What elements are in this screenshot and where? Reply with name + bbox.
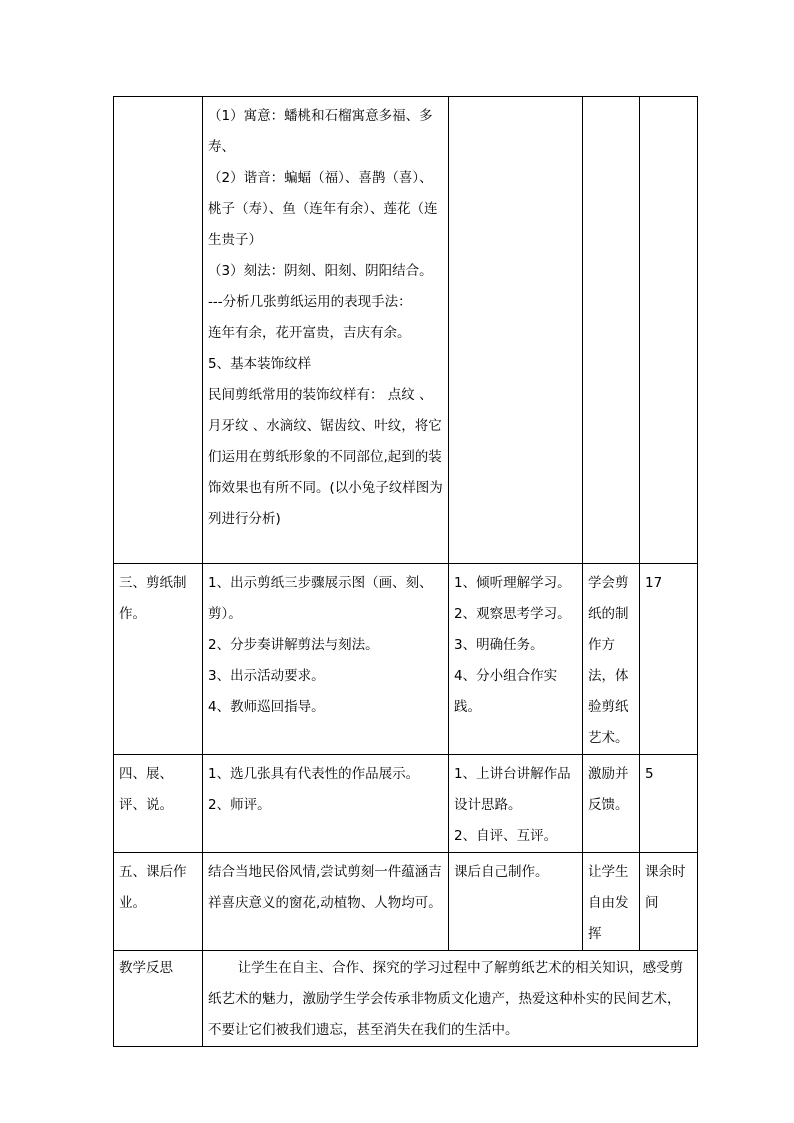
student-step: 课后自己制作。 <box>454 864 549 880</box>
student-activity-cell <box>449 755 583 853</box>
student-activity-cell-empty <box>449 97 583 564</box>
stage-cell-empty <box>114 97 203 564</box>
student-step: 1、倾听理解学习。 <box>454 575 571 591</box>
reflection-row <box>114 951 698 1047</box>
design-intent-cell: 学会剪纸的制作方法，体验剪纸艺术。 <box>583 564 640 755</box>
student-step: 2、自评、互评。 <box>454 828 558 844</box>
intent-cell-empty <box>583 97 640 564</box>
reflection-label: 教学反思 <box>114 951 203 1047</box>
student-step: 3、明确任务。 <box>454 637 544 653</box>
teacher-step: 2、师评。 <box>208 797 271 813</box>
student-step: 1、上讲台讲解作品设计思路。 <box>454 766 571 813</box>
reflection-text: 让学生在自主、合作、探究的学习过程中了解剪纸艺术的相关知识，感受剪纸艺术的魅力，激励学生学会传承非物质文化遗产，热爱这种朴实的民间艺术，不要让它们被我们遗忘，甚至消失在我们的生活中。 <box>203 951 698 1047</box>
teacher-activity-cell <box>203 853 449 951</box>
lesson-plan-table <box>113 96 698 1047</box>
continuation-row <box>114 97 698 564</box>
table-row <box>114 564 698 755</box>
teacher-activity-cell <box>203 564 449 755</box>
content-line: 民间剪纸常用的装饰纹样有： 点纹 、月牙纹 、水滴纹、锯齿纹、叶纹，将它们运用在剪纸形象的不同部位,起到的装饰效果也有所不同。(以小兔子纹样图为列进行分析) <box>208 387 443 527</box>
teacher-step: 1、选几张具有代表性的作品展示。 <box>208 766 420 782</box>
student-activity-cell <box>449 853 583 951</box>
content-line: （1）寓意：蟠桃和石榴寓意多福、多寿、 <box>208 108 433 155</box>
teacher-activity-cell <box>203 97 449 564</box>
time-cell: 课余时间 <box>640 853 698 951</box>
teacher-step: 结合当地民俗风情,尝试剪刻一件蕴涵吉祥喜庆意义的窗花,动植物、人物均可。 <box>208 864 442 911</box>
design-intent-cell: 让学生自由发挥 <box>583 853 640 951</box>
content-line: 5、基本装饰纹样 <box>208 356 312 372</box>
content-line: ---分析几张剪纸运用的表现手法： <box>208 294 412 310</box>
table-row <box>114 853 698 951</box>
teacher-step: 2、分步奏讲解剪法与刻法。 <box>208 637 379 653</box>
stage-cell: 五、课后作业。 <box>114 853 203 951</box>
teacher-step: 1、出示剪纸三步骤展示图（画、刻、剪）。 <box>208 575 433 622</box>
teacher-step: 3、出示活动要求。 <box>208 668 325 684</box>
student-step: 4、分小组合作实践。 <box>454 668 558 715</box>
stage-cell: 三、剪纸制作。 <box>114 564 203 755</box>
teacher-step: 4、教师巡回指导。 <box>208 699 325 715</box>
time-cell-empty <box>640 97 698 564</box>
time-cell: 17 <box>640 564 698 755</box>
content-line: 连年有余，花开富贵，吉庆有余。 <box>208 325 411 341</box>
student-activity-cell <box>449 564 583 755</box>
content-line: （2）谐音：蝙蝠（福）、喜鹊（喜）、桃子（寿）、鱼（连年有余）、莲花（连生贵子） <box>208 170 438 248</box>
content-line: （3）刻法：阴刻、阳刻、阴阳结合。 <box>208 263 433 279</box>
teacher-activity-cell <box>203 755 449 853</box>
design-intent-cell: 激励并反馈。 <box>583 755 640 853</box>
stage-cell: 四、展、评、说。 <box>114 755 203 853</box>
student-step: 2、观察思考学习。 <box>454 606 571 622</box>
time-cell: 5 <box>640 755 698 853</box>
table-row <box>114 755 698 853</box>
